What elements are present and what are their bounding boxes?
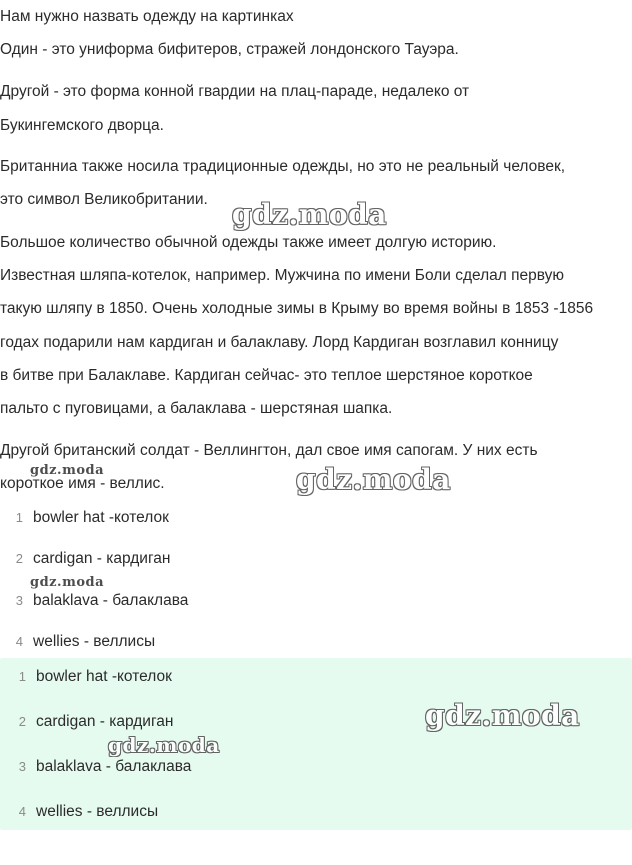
list-item-text: bowler hat -котелок: [36, 668, 172, 685]
list-item-number: 4: [18, 804, 26, 819]
answer-list-item: [8, 667, 172, 687]
list-item-number: 2: [15, 551, 23, 566]
list-item-text: balaklava - балаклава: [36, 758, 192, 775]
list-item-number: 3: [15, 593, 23, 608]
list-item: [5, 508, 169, 528]
list-item: [5, 632, 155, 652]
watermark-logo: gdz.moda: [30, 463, 105, 478]
list-item-number: 1: [15, 510, 23, 525]
watermark-logo: gdz.moda: [108, 733, 220, 757]
text-line: Другой - это форма конной гвардии на плац-параде, недалеко от: [0, 83, 470, 100]
watermark-logo: gdz.moda: [296, 463, 451, 496]
text-line: в битве при Балаклаве. Кардиган сейчас- это теплое шерстяное короткое: [0, 367, 533, 384]
answer-list-item: [8, 757, 191, 777]
list-item-number: 4: [15, 634, 23, 649]
text-line: годах подарили нам кардиган и балаклаву. Лорд Кардиган возглавил конницу: [0, 334, 559, 351]
list-item-text: balaklava - балаклава: [33, 592, 189, 609]
watermark-logo: gdz.moda: [425, 699, 580, 732]
text-line: Британниа также носила традиционные одежды, но это не реальный человек,: [0, 158, 566, 175]
list-item: [5, 591, 188, 611]
text-line: такую шляпу в 1850. Очень холодные зимы в Крыму во время войны в 1853 -1856: [0, 300, 594, 317]
text-line: Другой британский солдат - Веллингтон, дал свое имя сапогам. У них есть: [0, 442, 538, 459]
text-line: это символ Великобритании.: [0, 191, 208, 208]
list-item-number: 1: [18, 669, 26, 684]
text-line: Нам нужно назвать одежду на картинках: [0, 8, 294, 25]
list-item-text: wellies - веллисы: [36, 803, 159, 820]
list-item-text: cardigan - кардиган: [33, 550, 171, 567]
list-item-number: 3: [18, 759, 26, 774]
text-line: Известная шляпа-котелок, например. Мужчина по имени Боли сделал первую: [0, 267, 565, 284]
answer-list-item: [8, 802, 158, 822]
text-line: Один - это униформа бифитеров, стражей лондонского Тауэра.: [0, 41, 459, 58]
text-line: Букингемского дворца.: [0, 117, 164, 134]
list-item: [5, 549, 170, 569]
list-item-number: 2: [18, 714, 26, 729]
watermark-logo: gdz.moda: [30, 575, 105, 590]
text-line: короткое имя - веллис.: [0, 475, 165, 492]
text-line: пальто с пуговицами, а балаклава - шерстяная шапка.: [0, 400, 393, 417]
answer-list-item: [8, 712, 173, 732]
list-item-text: bowler hat -котелок: [33, 509, 169, 526]
list-item-text: wellies - веллисы: [33, 633, 156, 650]
watermark-logo: gdz.moda: [232, 198, 387, 231]
list-item-text: cardigan - кардиган: [36, 713, 174, 730]
text-line: Большое количество обычной одежды также имеет долгую историю.: [0, 234, 497, 251]
